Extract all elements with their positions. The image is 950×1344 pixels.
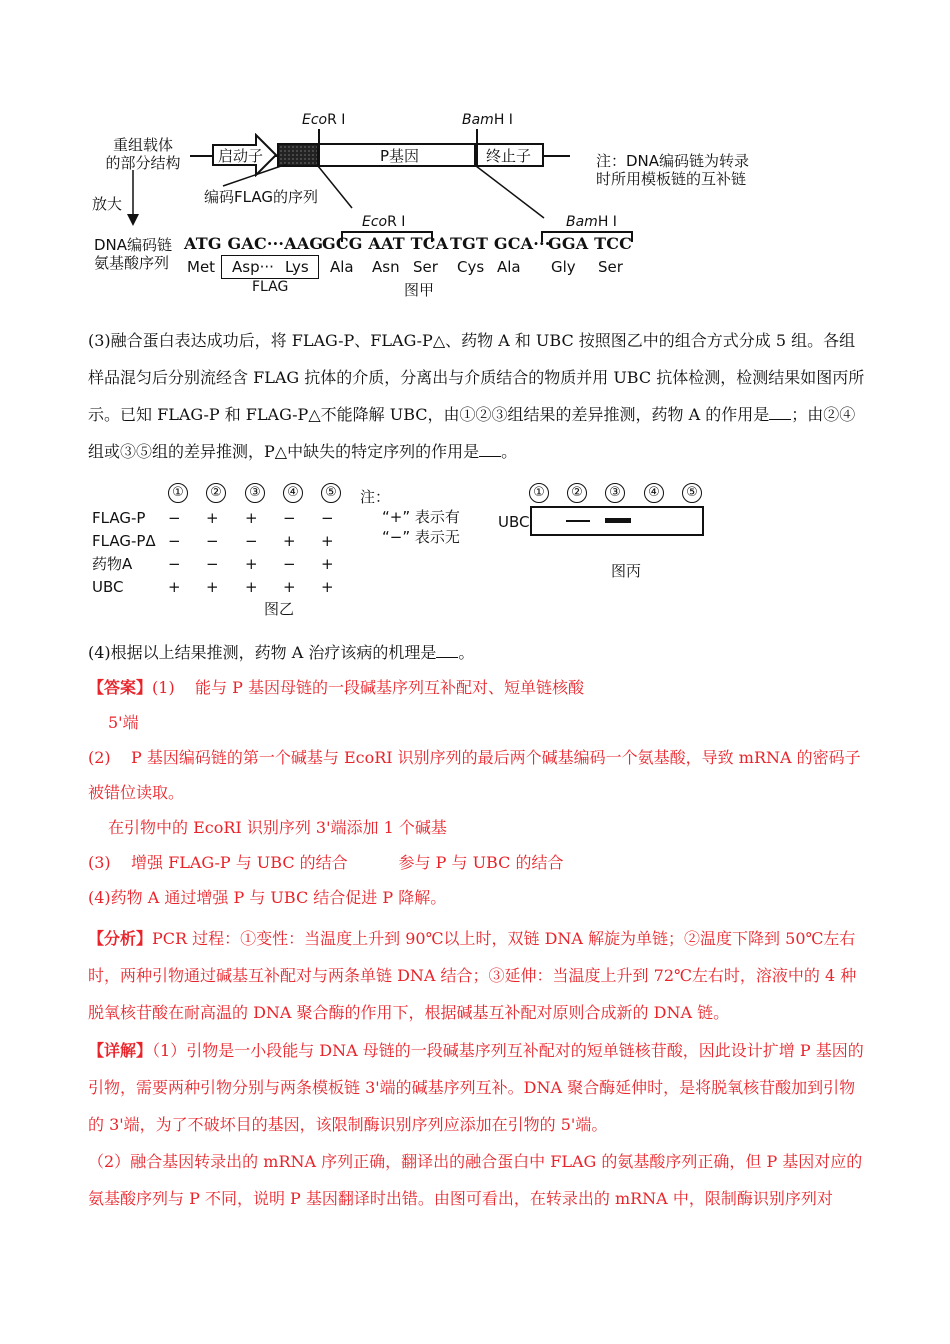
bamhi-top-tick — [476, 129, 478, 143]
row-label: UBC — [92, 577, 124, 596]
bamhi-top-label: BamH I — [462, 112, 513, 128]
row-label: FLAG-P — [92, 508, 146, 527]
cell: + — [245, 577, 258, 596]
cell: + — [321, 577, 334, 596]
cell: + — [245, 508, 258, 527]
answer-blank — [479, 444, 501, 457]
answer-3-b: 参与 P 与 UBC 的结合 — [398, 853, 564, 872]
p-gene-label: P基因 — [380, 147, 420, 165]
figure-yi-note-plus: “+” 表示有 — [382, 508, 460, 526]
promoter-label: 启动子 — [218, 147, 264, 165]
answer-tag: 【答案】 — [88, 678, 153, 697]
answer-line-3 — [88, 845, 868, 880]
answer-blank — [436, 645, 458, 658]
answer-2-num: (2) — [88, 748, 111, 767]
figure-jia-note: 注：DNA编码链为转录 时所用模板链的互补链 — [596, 152, 750, 188]
amino-acid: Met — [187, 258, 216, 276]
answer-3-text: 增强 FLAG-P 与 UBC 的结合 — [131, 853, 348, 872]
question-4-end: 。 — [458, 643, 475, 662]
cell: − — [168, 531, 181, 550]
coding-sequence-2: GCG AAT TCA — [322, 234, 449, 253]
cell: + — [245, 554, 258, 573]
amino-acid: Asp··· — [232, 258, 274, 276]
detail-tag: 【详解】 — [88, 1041, 153, 1060]
answer-1-num: (1) — [152, 678, 175, 697]
cell: − — [206, 531, 219, 550]
answer-line-1b: 5'端 — [108, 713, 139, 732]
detail-paragraph-2: （2）融合基因转录出的 mRNA 序列正确，翻译出的融合蛋白中 FLAG 的氨基酸序列正确，但 P 基因对应的氨基酸序列与 P 不同，说明 P 基因翻译时出错。由图可看出，在转录出的 mRNA 中，限制酶识别序列对 — [88, 1152, 863, 1208]
answer-1-text: 能与 P 基因母链的一段碱基序列互补配对、短单链核酸 — [195, 678, 584, 697]
group-number: ⑤ — [321, 483, 341, 503]
cell: − — [168, 554, 181, 573]
answer-2-text: P 基因编码链的第一个碱基与 EcoRI 识别序列的最后两个碱基编码一个氨基酸，导致 mRNA 的密码子被错位读取。 — [88, 748, 861, 802]
figure-yi-note-title: 注： — [360, 488, 391, 506]
terminator-label: 终止子 — [486, 147, 532, 165]
amino-acid: Ala — [330, 258, 354, 276]
cell: − — [206, 554, 219, 573]
question-3 — [88, 322, 868, 470]
question-3-mid: ；由②④组或③⑤组的差异推测，P△中缺失的特定序列的作用是 — [88, 405, 856, 461]
cell: + — [206, 508, 219, 527]
amino-acid: Ala — [497, 258, 521, 276]
vector-structure-label: 重组载体 的部分结构 — [105, 136, 181, 172]
answer-section — [88, 670, 868, 915]
ecori-mid-label: EcoR I — [362, 214, 406, 230]
detail-section — [88, 1032, 868, 1217]
coding-sequence-1: ATG GAC···AAG — [184, 234, 324, 253]
amino-acid: Ser — [598, 258, 623, 276]
bamhi-mid-label: BamH I — [566, 214, 617, 230]
figure-jia-caption: 图甲 — [404, 281, 435, 299]
amino-acid: Lys — [285, 258, 309, 276]
ecori-top-label: EcoR I — [302, 112, 346, 128]
strand-labels: DNA编码链 氨基酸序列 — [94, 236, 173, 272]
zoom-arrow — [126, 168, 140, 228]
group-number: ② — [567, 483, 587, 503]
cell: + — [283, 577, 296, 596]
group-number: ④ — [644, 483, 664, 503]
flag-aa-box — [221, 255, 319, 279]
group-number: ① — [529, 483, 549, 503]
analysis-text: PCR 过程：①变性：当温度上升到 90℃以上时，双链 DNA 解旋为单链；②温度下降到 50℃左右时，两种引物通过碱基互补配对与两条单链 DNA 结合；③延伸：当温度上升到 72℃左右时，溶液中的 4 种脱氧核苷酸在耐高温的 DNA 聚合酶的作用下，根据碱基互补配对原则合成新的 DNA 链。 — [88, 929, 857, 1022]
amino-acid: Gly — [551, 258, 576, 276]
cell: − — [283, 508, 296, 527]
answer-line-2b: 在引物中的 EcoRI 识别序列 3'端添加 1 个碱基 — [108, 818, 447, 837]
cell: + — [321, 531, 334, 550]
question-4 — [88, 634, 868, 671]
answer-3-num: (3) — [88, 853, 111, 872]
group-number: ④ — [283, 483, 303, 503]
cell: + — [168, 577, 181, 596]
table-row — [92, 529, 351, 552]
amino-acid: Cys — [457, 258, 485, 276]
answer-line-2 — [88, 740, 868, 810]
group-number: ③ — [245, 483, 265, 503]
amino-acid: Asn — [372, 258, 400, 276]
cell: − — [321, 508, 334, 527]
coding-sequence-4: GGA TCC — [548, 234, 633, 253]
group-number: ③ — [605, 483, 625, 503]
question-4-text: (4)根据以上结果推测，药物 A 治疗该病的机理是 — [88, 643, 437, 662]
cell: + — [321, 554, 334, 573]
table-row — [92, 575, 351, 598]
cell: + — [206, 577, 219, 596]
coding-sequence-3: TGT GCA··· — [450, 234, 551, 253]
detail-text-1: （1）引物是一小段能与 DNA 母链的一段碱基序列互补配对的短单链核苷酸，因此设计扩增 P 基因的引物，需要两种引物分别与两条模板链 3'端的碱基序列互补。DNA 聚合酶延伸时，是将脱氧核苷酸加到引物的 3'端，为了不破坏目的基因，该限制酶识别序列应添加在引物的 5'端。 — [88, 1041, 864, 1134]
figure-yi-caption: 图乙 — [264, 600, 295, 618]
answer-line-4: (4)药物 A 通过增强 P 与 UBC 结合促进 P 降解。 — [88, 888, 447, 907]
answer-line-1 — [88, 670, 868, 705]
question-3-text: (3)融合蛋白表达成功后，将 FLAG-P、FLAG-P△、药物 A 和 UBC 按照图乙中的组合方式分成 5 组。各组样品混匀后分别流经含 FLAG 抗体的介质，分离出与介质结合的物质并用 UBC 抗体检测，检测结果如图丙所示。已知 FLAG-P 和 FLAG-P△不能降解 UBC，由①②③组结果的差异推测，药物 A 的作用是 — [88, 331, 865, 424]
figure-bing-caption: 图丙 — [611, 562, 642, 580]
group-number: ⑤ — [682, 483, 702, 503]
ecori-top-tick — [318, 129, 320, 143]
band-lane-3 — [605, 518, 631, 523]
table-row — [92, 552, 351, 575]
cell: + — [283, 531, 296, 550]
question-3-end: 。 — [501, 442, 518, 461]
flag-sequence-label: 编码FLAG的序列 — [204, 188, 318, 206]
cell: − — [283, 554, 296, 573]
group-number: ① — [168, 483, 188, 503]
row-label: 药物A — [92, 555, 133, 573]
analysis-tag: 【分析】 — [88, 929, 153, 948]
detail-paragraph-1 — [88, 1032, 868, 1143]
group-number: ② — [206, 483, 226, 503]
answer-blank — [769, 407, 791, 420]
cell: − — [168, 508, 181, 527]
table-row — [92, 506, 351, 529]
flag-aa-label: FLAG — [252, 279, 289, 295]
zoom-label: 放大 — [92, 195, 123, 213]
cell: − — [245, 531, 258, 550]
amino-acid: Ser — [413, 258, 438, 276]
analysis-section — [88, 920, 868, 1031]
ubc-row-label: UBC — [498, 513, 530, 531]
row-label: FLAG-PΔ — [92, 531, 156, 550]
band-lane-2 — [566, 520, 590, 522]
group-table — [92, 506, 351, 598]
figure-yi-note-minus: “−” 表示无 — [382, 528, 460, 546]
